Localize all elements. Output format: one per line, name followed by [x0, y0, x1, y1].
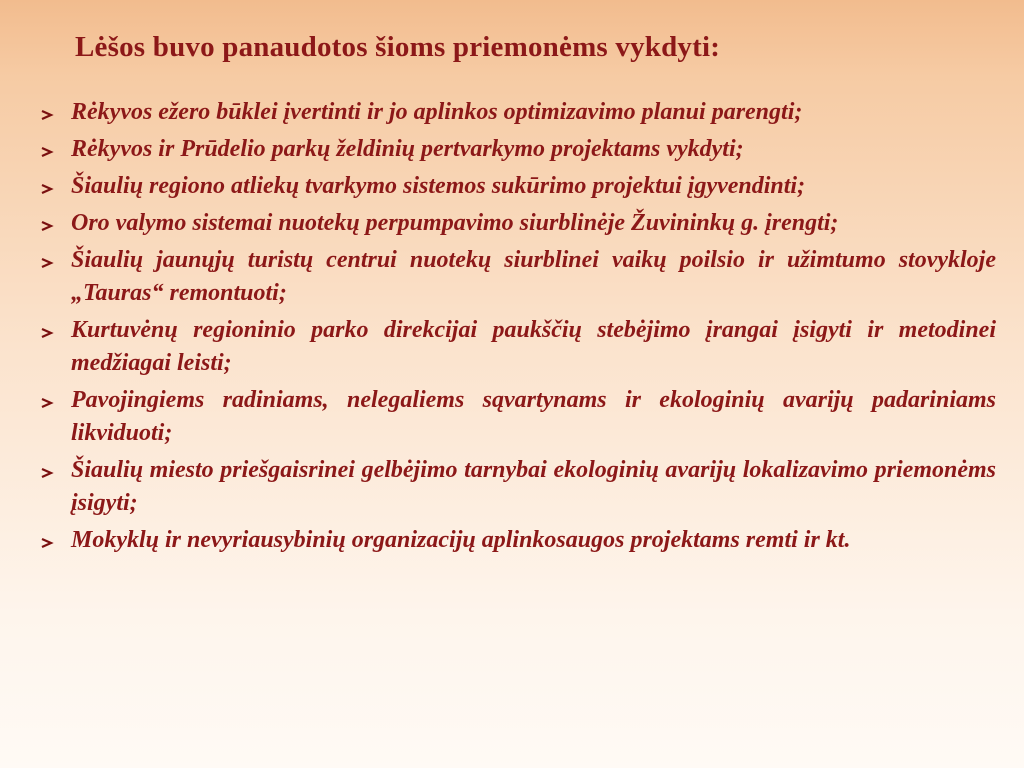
- bullet-item: [38, 133, 996, 166]
- bullet-text: Šiaulių jaunųjų turistų centrui nuotekų siurblinei vaikų poilsio ir užimtumo stovykloje „Tauras“ remontuoti;: [71, 247, 996, 306]
- arrowhead-bullet-icon: [38, 384, 60, 417]
- slide-title: Lėšos buvo panaudotos šioms priemonėms vykdyti:: [75, 31, 721, 63]
- bullet-item: [38, 524, 996, 557]
- bullet-item: [38, 384, 996, 450]
- bullet-text: Rėkyvos ir Prūdelio parkų želdinių pertvarkymo projektams vykdyti;: [71, 136, 744, 162]
- bullet-item: [38, 314, 996, 380]
- bullet-item: [38, 170, 996, 203]
- arrowhead-bullet-icon: [38, 314, 60, 347]
- bullet-item: [38, 454, 996, 520]
- bullet-text: Šiaulių miesto priešgaisrinei gelbėjimo tarnybai ekologinių avarijų lokalizavimo priemonėms įsigyti;: [71, 457, 996, 516]
- bullet-text: Pavojingiems radiniams, nelegaliems sąvartynams ir ekologinių avarijų padariniams likviduoti;: [71, 387, 996, 446]
- bullet-text: Oro valymo sistemai nuotekų perpumpavimo siurblinėje Žuvininkų g. įrengti;: [71, 210, 839, 236]
- arrowhead-bullet-icon: [38, 207, 60, 240]
- arrowhead-bullet-icon: [38, 454, 60, 487]
- arrowhead-bullet-icon: [38, 170, 60, 203]
- arrowhead-bullet-icon: [38, 244, 60, 277]
- arrowhead-bullet-icon: [38, 96, 60, 129]
- arrowhead-bullet-icon: [38, 524, 60, 557]
- arrowhead-bullet-icon: [38, 133, 60, 166]
- bullet-text: Šiaulių regiono atliekų tvarkymo sistemos sukūrimo projektui įgyvendinti;: [71, 173, 806, 199]
- bullet-text: Kurtuvėnų regioninio parko direkcijai paukščių stebėjimo įrangai įsigyti ir metodinei medžiagai leisti;: [71, 317, 996, 376]
- bullet-text: Rėkyvos ežero būklei įvertinti ir jo aplinkos optimizavimo planui parengti;: [71, 99, 803, 125]
- bullet-item: [38, 244, 996, 310]
- bullet-item: [38, 207, 996, 240]
- bullet-text: Mokyklų ir nevyriausybinių organizacijų aplinkosaugos projektams remti ir kt.: [71, 527, 851, 553]
- bullet-item: [38, 96, 996, 129]
- bullet-list: [38, 96, 996, 561]
